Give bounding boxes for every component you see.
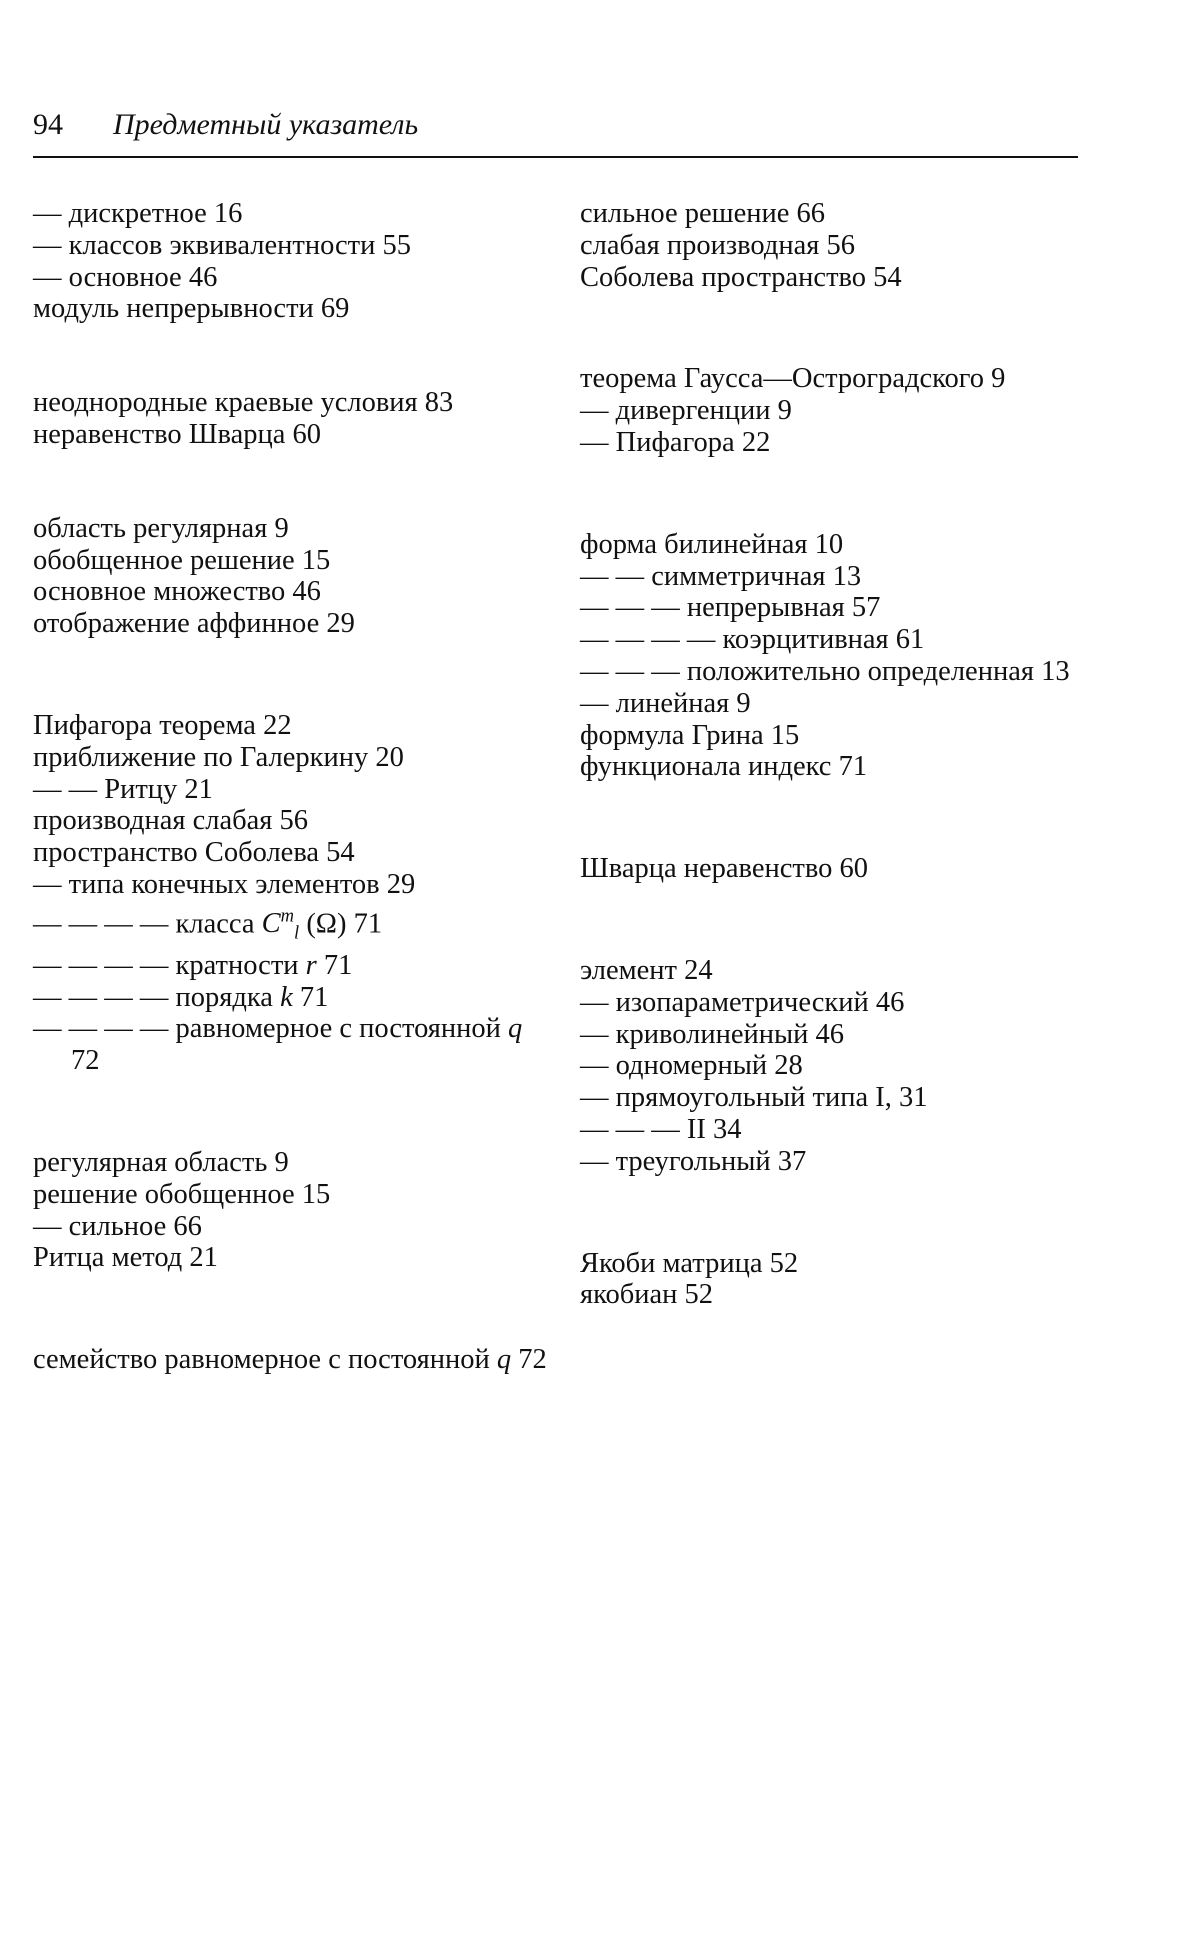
index-entry: Якоби матрица 52 bbox=[580, 1247, 799, 1279]
index-entry: основное множество 46 bbox=[33, 576, 321, 608]
entry-text: — — — — кратности bbox=[33, 949, 299, 981]
page-title: Предметный указатель bbox=[113, 108, 419, 141]
index-entry: — линейная 9 bbox=[580, 687, 751, 719]
index-entry: — основное 46 bbox=[33, 261, 218, 293]
index-entry: сильное решение 66 bbox=[580, 198, 826, 229]
entry-page-ref: 71 bbox=[323, 949, 353, 981]
entry-text: — — — — порядка bbox=[33, 981, 273, 1013]
index-entry-class bbox=[33, 901, 553, 950]
index-column-left bbox=[33, 198, 553, 1376]
index-entry: — дискретное 16 bbox=[33, 198, 243, 229]
index-entry: Шварца неравенство 60 bbox=[580, 853, 868, 885]
index-entry: функционала индекс 71 bbox=[580, 751, 868, 783]
index-entry: форма билинейная 10 bbox=[580, 528, 844, 560]
index-entry: слабая производная 56 bbox=[580, 229, 855, 261]
index-entry: — — — II 34 bbox=[580, 1113, 742, 1145]
index-entry: — классов эквивалентности 55 bbox=[33, 229, 412, 261]
index-entry: — треугольный 37 bbox=[580, 1145, 807, 1177]
index-entry: — изопараметрический 46 bbox=[580, 986, 905, 1018]
entry-page-ref: (Ω) 71 bbox=[306, 908, 383, 940]
page-header bbox=[33, 108, 1078, 158]
math-symbol: $C^m_l$ bbox=[261, 905, 300, 944]
index-entry: неравенство Шварца 60 bbox=[33, 418, 321, 450]
entry-text: семейство равномерное с постоянной bbox=[33, 1344, 490, 1376]
entry-page-ref: 72 bbox=[71, 1045, 100, 1077]
page-number: 94 bbox=[33, 108, 63, 141]
index-entry: область регулярная 9 bbox=[33, 512, 289, 544]
entry-text: — — — — класса bbox=[33, 908, 255, 940]
index-entry: Ритца метод 21 bbox=[33, 1242, 218, 1274]
index-entry: модуль непрерывности 69 bbox=[33, 293, 350, 325]
index-entry: пространство Соболева 54 bbox=[33, 837, 355, 869]
index-entry: — — — положительно определенная 13 bbox=[580, 655, 1070, 687]
entry-text: — — — — равномерное с постоянной bbox=[33, 1013, 501, 1045]
math-variable: q bbox=[508, 1013, 523, 1045]
index-entry: — — — непрерывная 57 bbox=[580, 592, 881, 624]
index-entry: приближение по Галеркину 20 bbox=[33, 741, 404, 773]
index-entry: Соболева пространство 54 bbox=[580, 261, 902, 293]
index-column-right bbox=[580, 198, 1100, 1311]
index-entry: — Пифагора 22 bbox=[580, 426, 771, 458]
index-entry: решение обобщенное 15 bbox=[33, 1178, 331, 1210]
index-entry: отображение аффинное 29 bbox=[33, 608, 355, 640]
index-entry: регулярная область 9 bbox=[33, 1146, 289, 1178]
index-entry-multiplicity bbox=[33, 950, 553, 982]
index-entry: — дивергенции 9 bbox=[580, 395, 792, 427]
index-entry: якобиан 52 bbox=[580, 1279, 714, 1311]
index-entry: Пифагора теорема 22 bbox=[33, 709, 292, 741]
entry-page-ref: 71 bbox=[299, 981, 329, 1013]
index-entry-order bbox=[33, 982, 553, 1014]
index-entry: — прямоугольный типа I, 31 bbox=[580, 1082, 928, 1114]
index-entry: — сильное 66 bbox=[33, 1210, 202, 1242]
index-entry: — типа конечных элементов 29 bbox=[33, 868, 416, 900]
math-variable: q bbox=[496, 1344, 512, 1376]
index-entry-family bbox=[33, 1344, 553, 1376]
index-entry: — одномерный 28 bbox=[580, 1050, 803, 1082]
index-entry: неоднородные краевые условия 83 bbox=[33, 387, 454, 419]
index-entry: — криволинейный 46 bbox=[580, 1018, 845, 1050]
math-variable: k bbox=[280, 981, 293, 1013]
math-variable: r bbox=[305, 949, 317, 981]
index-entry: формула Грина 15 bbox=[580, 719, 800, 751]
index-entry-uniform bbox=[33, 1013, 553, 1077]
entry-page-ref: 72 bbox=[518, 1344, 547, 1376]
index-entry: элемент 24 bbox=[580, 954, 713, 986]
index-entry: теорема Гаусса—Остроградского 9 bbox=[580, 363, 1006, 395]
index-entry: — — Ритцу 21 bbox=[33, 773, 213, 805]
index-entry: производная слабая 56 bbox=[33, 805, 308, 837]
index-entry: — — — — коэрцитивная 61 bbox=[580, 624, 925, 656]
index-entry: — — симметричная 13 bbox=[580, 560, 862, 592]
index-entry: обобщенное решение 15 bbox=[33, 544, 331, 576]
